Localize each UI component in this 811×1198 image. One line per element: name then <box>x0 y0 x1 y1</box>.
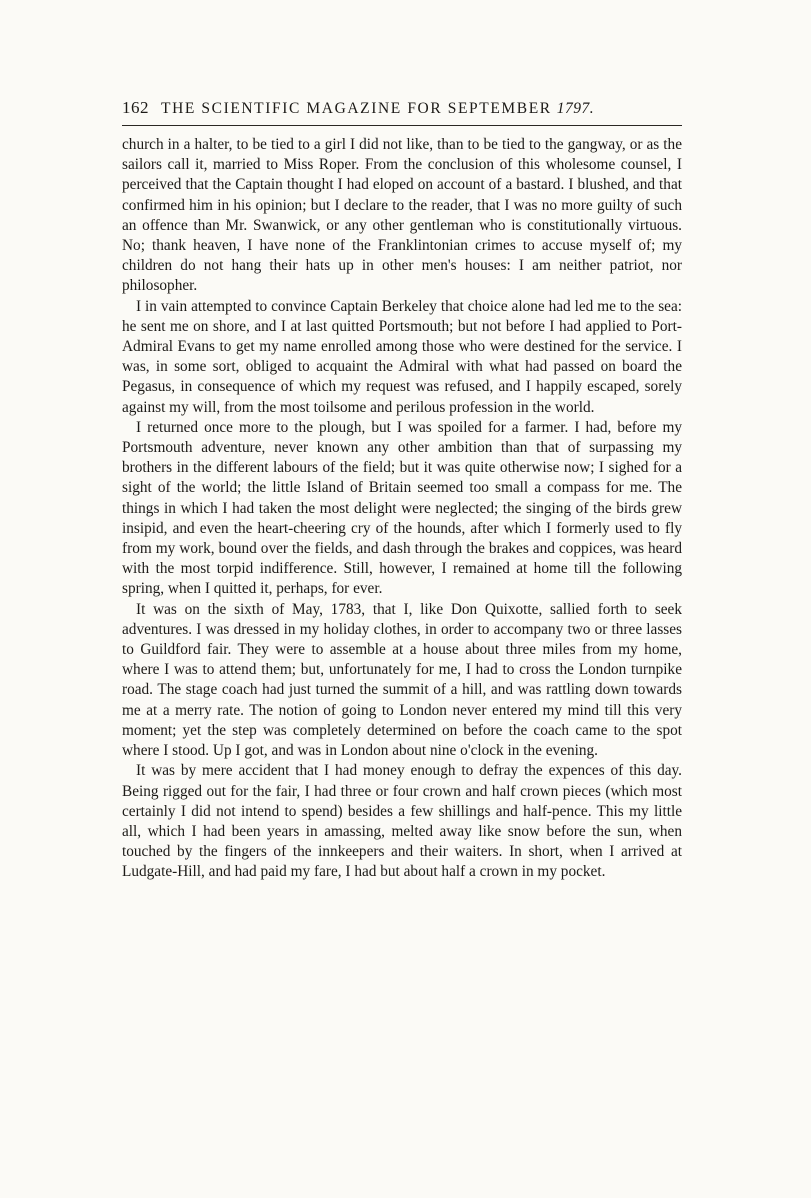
header-rule <box>122 125 682 126</box>
running-year: 1797. <box>556 100 595 117</box>
paragraph-1: church in a halter, to be tied to a girl I did not like, than to be tied to the gangway, or as the sailors call it, married to Miss Roper. From the conclusion of this wholesome counsel, I perceived that the Captain thought I had eloped on account of a bastard. I blushed, and that confirmed him in his opinion; but I declare to the reader, that I was no more guilty of such an offence than Mr. Swanwick, or any other gentleman who is constitutionally virtuous. No; thank heaven, I have none of the Franklintonian crimes to accuse myself of; my children do not hang their hats up in other men's houses: I am neither patriot, nor philosopher. <box>122 136 682 295</box>
article-body <box>122 135 682 883</box>
magazine-page <box>122 98 682 883</box>
paragraph-3: I returned once more to the plough, but I was spoiled for a farmer. I had, before my Portsmouth adventure, never known any other ambition than that of surpassing my brothers in the different labours of the field; but it was quite otherwise now; I sighed for a sight of the world; the little Island of Britain seemed too small a compass for me. The things in which I had taken the most delight were neglected; the singing of the birds grew insipid, and even the heart-cheering cry of the hounds, after which I formerly used to fly from my work, bound over the fields, and dash through the brakes and coppices, was heard with the most torpid indifference. Still, however, I remained at home till the following spring, when I quitted it, perhaps, for ever. <box>122 418 682 598</box>
paragraph-5: It was by mere accident that I had money enough to defray the expences of this day. Being rigged out for the fair, I had three or four crown and half crown pieces (which most certainly I did not intend to spend) besides a few shillings and half-pence. This my little all, which I had been years in amassing, melted away like snow before the sun, when touched by the fingers of the innkeepers and their waiters. In short, when I arrived at Ludgate-Hill, and had paid my fare, I had but about half a crown in my pocket. <box>122 762 682 881</box>
running-title: THE SCIENTIFIC MAGAZINE FOR SEPTEMBER <box>161 100 552 117</box>
paragraph-2: I in vain attempted to convince Captain Berkeley that choice alone had led me to the sea: he sent me on shore, and I at last quitted Portsmouth; but not before I had applied to Port-Admiral Evans to get my name enrolled among those who were destined for the service. I was, in some sort, obliged to acquaint the Admiral with what had passed on board the Pegasus, in consequence of which my request was refused, and I happily escaped, sorely against my will, from the most toilsome and perilous profession in the world. <box>122 297 682 416</box>
paragraph-4: It was on the sixth of May, 1783, that I, like Don Quixotte, sallied forth to seek adventures. I was dressed in my holiday clothes, in order to accompany two or three lasses to Guildford fair. They were to assemble at a house about three miles from my home, where I was to attend them; but, unfortunately for me, I had to cross the London turnpike road. The stage coach had just turned the summit of a hill, and was rattling down towards me at a merry rate. The notion of going to London never entered my mind till this very moment; yet the step was completely determined on before the coach came to the spot where I stood. Up I got, and was in London about nine o'clock in the evening. <box>122 600 682 760</box>
page-number: 162 <box>122 98 149 117</box>
running-head <box>122 98 682 119</box>
